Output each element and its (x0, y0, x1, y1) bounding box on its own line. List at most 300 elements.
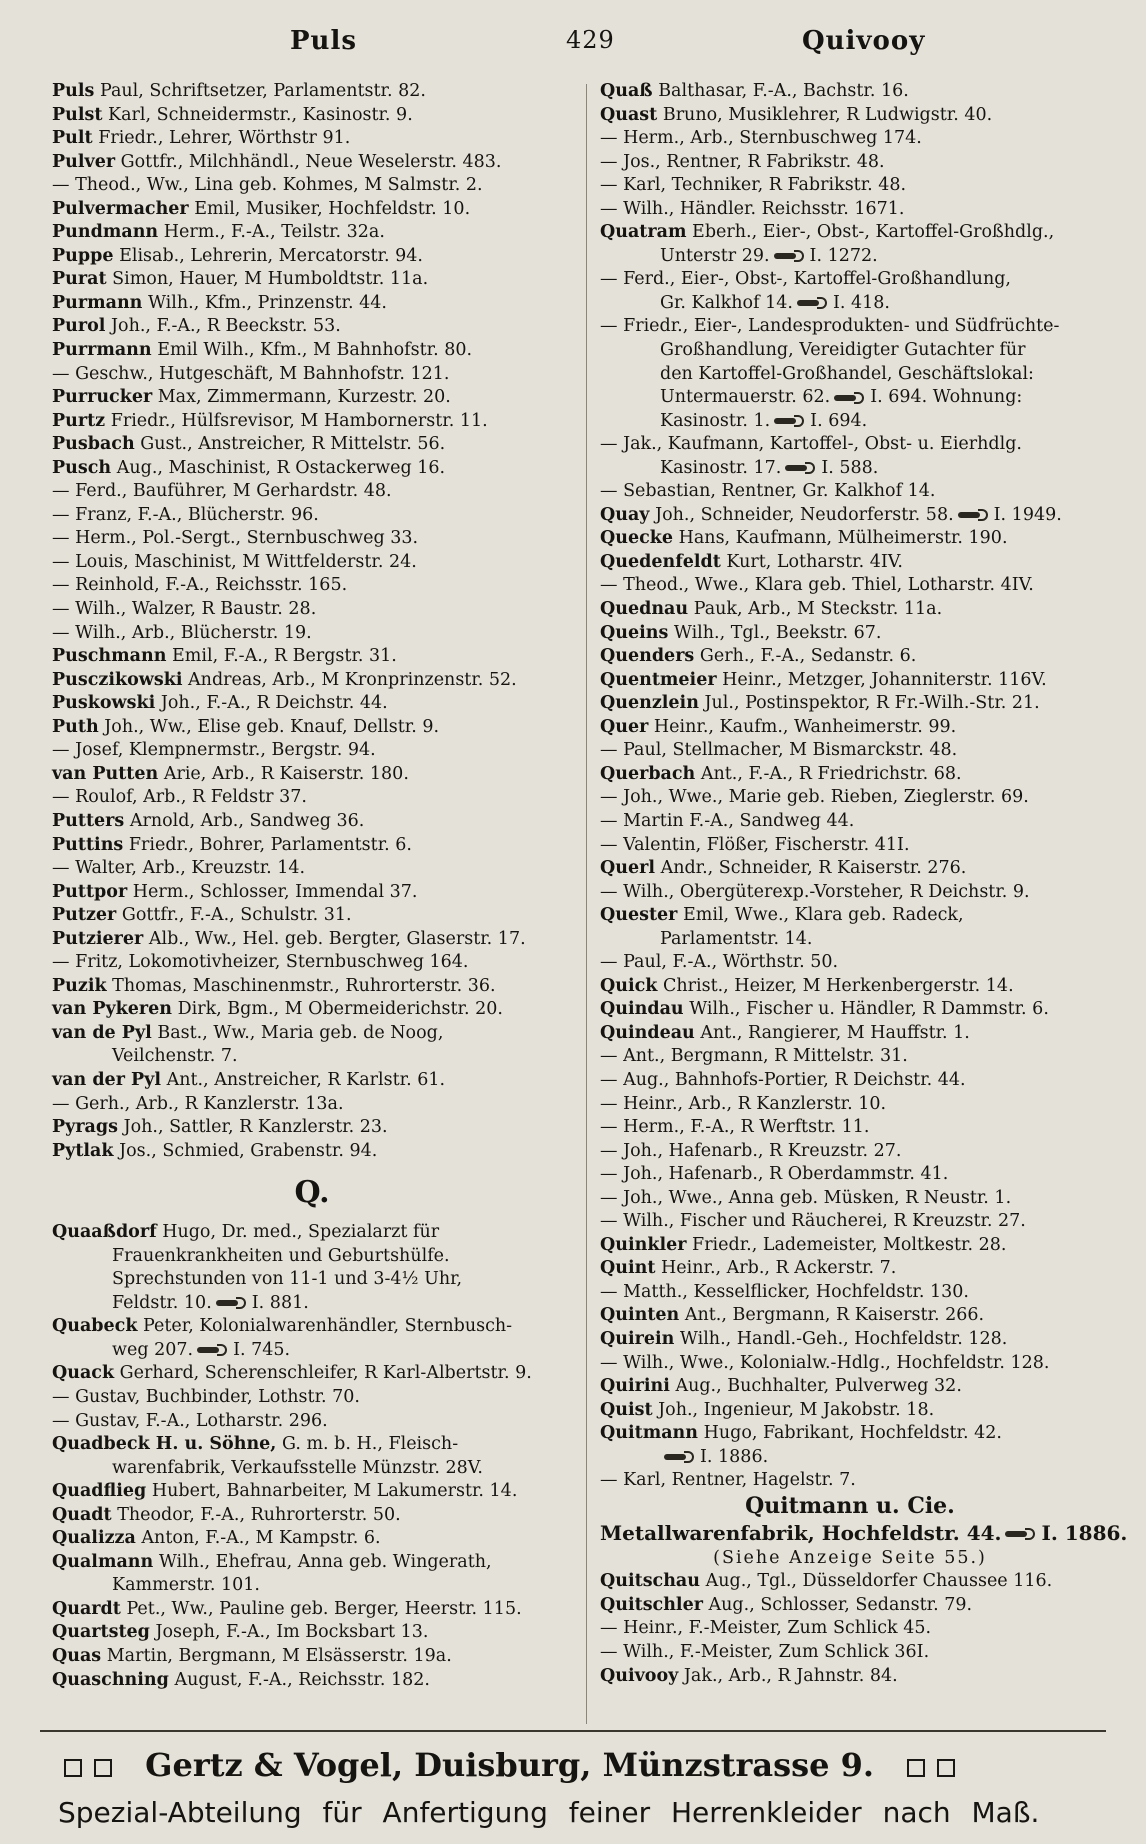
entry-surname: Querl (600, 858, 655, 879)
directory-entry (600, 998, 1100, 1022)
directory-entry (600, 127, 1100, 151)
entry-text: — Reinhold, F.-A., Reichsstr. 165. (52, 575, 348, 596)
entry-surname: Pulst (52, 104, 103, 125)
directory-entry (600, 1093, 1100, 1117)
square-ornament-icon (907, 1759, 925, 1777)
entry-text: Peter, Kolonialwarenhändler, Sternbusch- (143, 1316, 513, 1337)
entry-text: Gr. Kalkhof 14. (660, 292, 793, 313)
entry-text: G. m. b. H., Fleisch- (281, 1434, 459, 1455)
entry-text: — Wilh., Händler. Reichsstr. 1671. (600, 198, 905, 219)
entry-text: Kammerstr. 101. (112, 1575, 260, 1596)
directory-entry (600, 151, 1100, 175)
directory-entry (600, 292, 1100, 316)
directory-entry (600, 1469, 1100, 1493)
entry-surname: Quadt (52, 1504, 112, 1525)
directory-entry (600, 1665, 1100, 1689)
entry-text: — Wilh., Obergüterexp.-Vorsteher, R Deichstr. 9. (600, 881, 1030, 902)
entry-text: Ant., F.-A., R Friedrichstr. 68. (700, 763, 962, 784)
entry-text: Arie, Arb., R Kaiserstr. 180. (163, 763, 409, 784)
directory-entry (600, 268, 1100, 292)
directory-entry (600, 1163, 1100, 1187)
entry-text: Aug., Tgl., Düsseldorfer Chaussee 116. (705, 1571, 1053, 1592)
directory-entry (52, 1574, 572, 1598)
page-number: 429 (566, 26, 615, 54)
directory-entry (600, 1187, 1100, 1211)
entry-surname: Quitmann (600, 1423, 699, 1444)
telephone-icon (197, 1344, 229, 1356)
entry-text: Joh., Sattler, R Kanzlerstr. 23. (123, 1117, 388, 1138)
entry-text: Martin, Bergmann, M Elsässerstr. 19a. (106, 1646, 452, 1666)
entry-text: Sprechstunden von 11-1 und 3-4½ Uhr, (112, 1269, 463, 1290)
entry-text: Friedr., Lehrer, Wörthstr 91. (98, 128, 351, 149)
entry-text: Hugo, Fabrikant, Hochfeldstr. 42. (703, 1423, 1002, 1444)
entry-text: Bruno, Musiklehrer, R Ludwigstr. 40. (662, 104, 993, 125)
directory-entry (600, 1570, 1100, 1594)
directory-entry (52, 669, 572, 693)
directory-entry (52, 810, 572, 834)
entry-surname: Quartsteg (52, 1622, 150, 1643)
directory-entry (52, 1362, 572, 1386)
entry-text: Heinr., Arb., R Ackerstr. 7. (661, 1258, 897, 1279)
directory-entry (600, 80, 1100, 104)
directory-entry (52, 904, 572, 928)
entry-text: — Joh., Wwe., Anna geb. Müsken, R Neustr. 1. (600, 1187, 1012, 1208)
entry-text: Untermauerstr. 62. (660, 387, 831, 408)
entry-surname: Quint (600, 1258, 656, 1279)
entry-text: Friedr., Lademeister, Moltkestr. 28. (692, 1234, 1007, 1255)
entry-text: — Ferd., Bauführer, M Gerhardstr. 48. (52, 481, 392, 502)
entry-text: Max, Zimmermann, Kurzestr. 20. (157, 387, 451, 408)
entry-surname: Pulvermacher (52, 198, 189, 219)
directory-entry (52, 268, 572, 292)
entry-text: — Theod., Wwe., Klara geb. Thiel, Lotharstr. 4IV. (600, 575, 1034, 596)
directory-entry (600, 1328, 1100, 1352)
entry-text: Gust., Anstreicher, R Mittelstr. 56. (140, 434, 446, 455)
phone-number: I. 418. (832, 292, 890, 313)
directory-entry (52, 598, 572, 622)
directory-entry (52, 151, 572, 175)
directory-entry (52, 975, 572, 999)
directory-entry (52, 1621, 572, 1645)
entry-text: — Wilh., Wwe., Kolonialw.-Hdlg., Hochfeldstr. 128. (600, 1352, 1050, 1373)
right-column (600, 80, 1128, 1688)
entry-surname: Putzer (52, 905, 117, 926)
entry-surname: Quecke (600, 528, 674, 549)
directory-entry (600, 1617, 1100, 1641)
directory-entry (52, 1140, 572, 1164)
directory-entry (600, 504, 1100, 528)
section-letter (52, 1169, 572, 1217)
directory-entry (52, 1045, 572, 1069)
entry-text: Elisab., Lehrerin, Mercatorstr. 94. (119, 245, 423, 266)
entry-text: Joh., Ww., Elise geb. Knauf, Dellstr. 9. (104, 716, 440, 737)
entry-text: — Heinr., F.-Meister, Zum Schlick 45. (600, 1618, 932, 1639)
telephone-icon (797, 297, 829, 309)
entry-surname: Quirein (600, 1328, 675, 1349)
directory-entry (600, 1352, 1100, 1376)
entry-surname: Quindeau (600, 1022, 695, 1043)
entry-text: — Franz, F.-A., Blücherstr. 96. (52, 504, 319, 525)
column-divider (586, 84, 587, 1724)
directory-entry (600, 527, 1100, 551)
directory-entry (600, 1210, 1100, 1234)
directory-entry (52, 480, 572, 504)
entry-text: weg 207. (112, 1339, 194, 1360)
entry-text: Emil, Musiker, Hochfeldstr. 10. (194, 198, 471, 219)
footer-advert-title (58, 1746, 1098, 1784)
entry-text: Quitmann u. Cie. (745, 1492, 955, 1519)
entry-text: — Matth., Kesselflicker, Hochfeldstr. 130. (600, 1281, 969, 1302)
telephone-icon (664, 1451, 696, 1463)
entry-surname: Purtz (52, 410, 106, 431)
directory-entry (52, 881, 572, 905)
directory-entry (52, 127, 572, 151)
entry-text: — Walter, Arb., Kreuzstr. 14. (52, 858, 306, 879)
directory-entry (52, 1480, 572, 1504)
directory-entry (52, 1386, 572, 1410)
entry-text: Jak., Arb., R Jahnstr. 84. (683, 1665, 898, 1686)
directory-entry (600, 810, 1100, 834)
entry-text: Karl, Schneidermstr., Kasinostr. 9. (108, 104, 413, 125)
entry-surname: Quas (52, 1646, 102, 1666)
entry-text: Pauk, Arb., M Steckstr. 11a. (693, 599, 943, 620)
entry-surname: Quenzlein (600, 693, 699, 714)
header-left-keyword: Puls (290, 26, 357, 56)
entry-text: — Friedr., Eier-, Landesprodukten- und Südfrüchte- (600, 316, 1060, 337)
directory-entry (52, 622, 572, 646)
square-ornament-icon (94, 1759, 112, 1777)
entry-text: Joseph, F.-A., Im Bocksbart 13. (155, 1622, 429, 1643)
directory-entry (52, 834, 572, 858)
entry-text: Jul., Postinspektor, R Fr.-Wilh.-Str. 21. (704, 693, 1040, 714)
directory-entry (600, 881, 1100, 905)
entry-surname: Pusczikowski (52, 669, 183, 690)
directory-entry (600, 386, 1100, 410)
directory-entry (600, 363, 1100, 387)
directory-entry (600, 1045, 1100, 1069)
entry-surname: van der Pyl (52, 1069, 161, 1090)
entry-text: Q. (294, 1175, 330, 1211)
entry-text: Herm., F.-A., Teilstr. 32a. (163, 222, 385, 243)
directory-entry (52, 410, 572, 434)
directory-entry (600, 598, 1100, 622)
directory-entry (52, 1116, 572, 1140)
directory-entry (52, 1527, 572, 1551)
directory-entry (600, 1140, 1100, 1164)
directory-entry (52, 1669, 572, 1693)
telephone-icon (774, 415, 806, 427)
entry-text: — Gustav, Buchbinder, Lothstr. 70. (52, 1386, 360, 1407)
directory-entry (600, 645, 1100, 669)
entry-text: warenfabrik, Verkaufsstelle Münzstr. 28V. (112, 1457, 483, 1478)
firm-entry (600, 1520, 1128, 1547)
directory-entry (600, 1641, 1100, 1665)
directory-entry (52, 104, 572, 128)
entry-text: Metallwarenfabrik, Hochfeldstr. 44. (600, 1520, 1002, 1545)
entry-text: — Josef, Klempnermstr., Bergstr. 94. (52, 740, 376, 761)
entry-surname: Quardt (52, 1598, 121, 1619)
entry-text: — Wilh., Fischer und Räucherei, R Kreuzstr. 27. (600, 1211, 1026, 1232)
entry-surname: Quitschler (600, 1594, 703, 1615)
directory-entry (52, 386, 572, 410)
entry-surname: Quaß (600, 81, 653, 101)
entry-text: — Roulof, Arb., R Feldstr 37. (52, 787, 307, 808)
directory-entry (52, 339, 572, 363)
entry-text: Emil, F.-A., R Bergstr. 31. (172, 646, 397, 667)
directory-entry (600, 669, 1100, 693)
directory-entry (52, 315, 572, 339)
entry-text: Hans, Kaufmann, Mülheimerstr. 190. (678, 528, 1008, 549)
directory-entry (52, 1245, 572, 1269)
directory-entry (52, 1292, 572, 1316)
entry-surname: Quick (600, 975, 658, 996)
entry-surname: Quentmeier (600, 669, 717, 690)
directory-entry (52, 1022, 572, 1046)
directory-entry (52, 457, 572, 481)
phone-number: I. 1272. (809, 245, 878, 266)
entry-surname: Putzierer (52, 928, 144, 949)
directory-entry (52, 1433, 572, 1457)
entry-surname: Pundmann (52, 222, 159, 243)
directory-entry (600, 410, 1100, 434)
directory-entry (600, 457, 1100, 481)
entry-text: Paul, Schriftsetzer, Parlamentstr. 82. (99, 81, 426, 101)
entry-surname: Quaaßdorf (52, 1222, 157, 1243)
entry-text: Joh., Schneider, Neudorferstr. 58. (655, 504, 954, 525)
directory-entry (600, 1022, 1100, 1046)
entry-text: Joh., Ingenieur, M Jakobstr. 18. (658, 1399, 935, 1420)
footer-advert-firm: Gertz & Vogel, Duisburg, Münzstrasse 9. (145, 1746, 875, 1784)
entry-text: Alb., Ww., Hel. geb. Bergter, Glaserstr. 17. (148, 928, 526, 949)
directory-entry (600, 574, 1100, 598)
entry-surname: Purat (52, 269, 107, 290)
directory-entry (600, 763, 1100, 787)
entry-text: Feldstr. 10. (112, 1292, 212, 1313)
directory-entry (52, 1339, 572, 1363)
entry-text: — Jak., Kaufmann, Kartoffel-, Obst- u. Eierhdlg. (600, 434, 1022, 455)
entry-text: — Karl, Techniker, R Fabrikstr. 48. (600, 175, 907, 196)
entry-text: — Paul, Stellmacher, M Bismarckstr. 48. (600, 740, 958, 761)
entry-surname: Quadflieg (52, 1481, 147, 1502)
entry-text: den Kartoffel-Großhandel, Geschäftslokal: (660, 363, 1034, 384)
entry-text: — Joh., Hafenarb., R Kreuzstr. 27. (600, 1140, 902, 1161)
phone-number: I. 1886. (1041, 1520, 1128, 1545)
telephone-icon (1005, 1528, 1037, 1540)
entry-text: Parlamentstr. 14. (660, 928, 813, 949)
entry-text: Unterstr 29. (660, 245, 770, 266)
entry-surname: Puppe (52, 245, 114, 266)
directory-entry (52, 245, 572, 269)
entry-text: Gottfr., Milchhändl., Neue Weselerstr. 483. (120, 151, 502, 172)
directory-entry (600, 433, 1100, 457)
directory-entry (600, 786, 1100, 810)
directory-entry (600, 975, 1100, 999)
entry-text: Balthasar, F.-A., Bachstr. 16. (658, 81, 909, 101)
entry-surname: Quatram (600, 222, 687, 243)
directory-entry (52, 551, 572, 575)
telephone-icon (958, 509, 990, 521)
entry-text: — Paul, F.-A., Wörthstr. 50. (600, 952, 839, 973)
directory-entry (52, 292, 572, 316)
entry-surname: Purmann (52, 292, 143, 313)
entry-surname: Quirini (600, 1376, 670, 1397)
directory-entry (600, 104, 1100, 128)
directory-entry (52, 786, 572, 810)
directory-entry (52, 221, 572, 245)
directory-entry (52, 198, 572, 222)
phone-number: I. 694. Wohnung: (870, 387, 1023, 408)
directory-entry (600, 739, 1100, 763)
directory-entry (600, 245, 1100, 269)
entry-text: Anton, F.-A., M Kampstr. 6. (141, 1528, 381, 1549)
directory-entry (600, 928, 1100, 952)
entry-surname: Putters (52, 810, 125, 831)
directory-entry (600, 551, 1100, 575)
entry-text: Thomas, Maschinenmstr., Ruhrorterstr. 36. (112, 975, 496, 996)
entry-surname: Quay (600, 504, 650, 525)
entry-text: Friedr., Hülfsrevisor, M Hambornerstr. 11. (110, 410, 488, 431)
entry-text: Joh., F.-A., R Deichstr. 44. (160, 693, 388, 714)
entry-text: Wilh., Kfm., Prinzenstr. 44. (147, 292, 387, 313)
directory-entry (600, 1375, 1100, 1399)
entry-text: Kurt, Lotharstr. 4IV. (726, 551, 903, 572)
directory-entry (52, 692, 572, 716)
directory-entry (52, 998, 572, 1022)
directory-entry (600, 1234, 1100, 1258)
left-column (52, 80, 572, 1692)
directory-entry (600, 1116, 1100, 1140)
entry-text: Jos., Schmied, Grabenstr. 94. (119, 1140, 378, 1161)
entry-surname: Quednau (600, 599, 689, 620)
entry-text: — Joh., Hafenarb., R Oberdammstr. 41. (600, 1164, 949, 1185)
directory-entry (52, 645, 572, 669)
entry-surname: van Putten (52, 763, 159, 784)
entry-text: Gerh., F.-A., Sedanstr. 6. (699, 646, 917, 667)
directory-entry (600, 1399, 1100, 1423)
entry-text: Wilh., Tgl., Beekstr. 67. (673, 622, 882, 643)
entry-text: — Herm., Arb., Sternbuschweg 174. (600, 128, 922, 149)
directory-entry (52, 433, 572, 457)
entry-text: Ant., Rangierer, M Hauffstr. 1. (700, 1022, 970, 1043)
entry-surname: van de Pyl (52, 1022, 152, 1043)
telephone-icon (834, 392, 866, 404)
entry-surname: Puzik (52, 975, 107, 996)
directory-entry (600, 339, 1100, 363)
entry-text: Hugo, Dr. med., Spezialarzt für (162, 1222, 440, 1243)
entry-text: Heinr., Kaufm., Wanheimerstr. 99. (653, 716, 957, 737)
directory-entry (52, 574, 572, 598)
entry-surname: Qualizza (52, 1528, 136, 1549)
entry-surname: Quist (600, 1399, 653, 1420)
entry-text: Herm., Schlosser, Immendal 37. (132, 881, 418, 902)
entry-surname: Puls (52, 81, 95, 101)
entry-text: — Wilh., F.-Meister, Zum Schlick 36I. (600, 1642, 930, 1662)
entry-surname: Pult (52, 128, 93, 149)
entry-surname: Quitschau (600, 1571, 700, 1592)
entry-surname: Puttins (52, 834, 124, 855)
phone-number: I. 588. (821, 457, 879, 478)
entry-text: — Ferd., Eier-, Obst-, Kartoffel-Großhandlung, (600, 269, 1011, 290)
entry-surname: Pytlak (52, 1140, 114, 1161)
entry-surname: Quinkler (600, 1234, 687, 1255)
directory-entry (600, 1422, 1100, 1446)
entry-text: Frauenkrankheiten und Geburtshülfe. (112, 1245, 450, 1266)
entry-text: Gottfr., F.-A., Schulstr. 31. (121, 905, 352, 926)
entry-text: Eberh., Eier-, Obst-, Kartoffel-Großhdlg., (692, 222, 1055, 243)
directory-entry (600, 622, 1100, 646)
directory-entry (52, 1268, 572, 1292)
entry-text: Ant., Bergmann, R Kaiserstr. 266. (684, 1305, 985, 1326)
directory-entry (52, 1221, 572, 1245)
entry-surname: Pulver (52, 151, 116, 172)
entry-text: — Herm., F.-A., R Werftstr. 11. (600, 1117, 870, 1138)
entry-surname: Puskowski (52, 693, 156, 714)
entry-surname: Quivooy (600, 1665, 679, 1686)
entry-surname: Pusbach (52, 434, 135, 455)
directory-entry (52, 1645, 572, 1669)
directory-entry (52, 174, 572, 198)
directory-entry (52, 1598, 572, 1622)
directory-entry (600, 1069, 1100, 1093)
footer-advert-subtitle: Spezial-Abteilung für Anfertigung feiner Herrenkleider nach Maß. (58, 1796, 1040, 1829)
entry-surname: Queins (600, 622, 669, 643)
directory-entry (600, 1257, 1100, 1281)
entry-text: Emil, Wwe., Klara geb. Radeck, (682, 905, 964, 926)
entry-text: August, F.-A., Reichsstr. 182. (174, 1669, 430, 1690)
directory-entry (600, 1594, 1100, 1618)
entry-surname: Puth (52, 716, 99, 737)
entry-text: Wilh., Ehefrau, Anna geb. Wingerath, (158, 1551, 492, 1572)
entry-text: Kasinostr. 1. (660, 410, 771, 431)
entry-surname: Quast (600, 104, 658, 125)
directory-entry (52, 1457, 572, 1481)
directory-entry (600, 834, 1100, 858)
entry-text: — Wilh., Arb., Blücherstr. 19. (52, 622, 312, 643)
entry-text: Christ., Heizer, M Herkenbergerstr. 14. (662, 975, 1014, 996)
entry-text: Arnold, Arb., Sandweg 36. (129, 810, 365, 831)
directory-entry (52, 1069, 572, 1093)
directory-entry (52, 857, 572, 881)
directory-entry (52, 951, 572, 975)
directory-entry (600, 857, 1100, 881)
entry-text: Theodor, F.-A., Ruhrorterstr. 50. (117, 1504, 401, 1525)
phone-number: I. 694. (810, 410, 868, 431)
directory-entry (600, 904, 1100, 928)
phone-number: I. 1949. (993, 504, 1062, 525)
entry-text: Hubert, Bahnarbeiter, M Lakumerstr. 14. (151, 1481, 518, 1502)
entry-surname: Pyrags (52, 1117, 118, 1138)
entry-surname: van Pykeren (52, 999, 172, 1020)
entry-text: Bast., Ww., Maria geb. de Noog, (157, 1022, 444, 1043)
firm-heading (600, 1493, 1100, 1520)
entry-text: Großhandlung, Vereidigter Gutachter für (660, 340, 1026, 361)
entry-surname: Pusch (52, 457, 112, 478)
entry-text: — Geschw., Hutgeschäft, M Bahnhofstr. 121. (52, 363, 450, 384)
header-right-keyword: Quivooy (802, 26, 926, 56)
entry-surname: Quadbeck H. u. Söhne, (52, 1434, 277, 1455)
entry-surname: Quindau (600, 999, 684, 1020)
entry-text: Ant., Anstreicher, R Karlstr. 61. (166, 1069, 446, 1090)
entry-text: Dirk, Bgm., M Obermeiderichstr. 20. (177, 999, 503, 1020)
directory-entry (600, 1281, 1100, 1305)
entry-surname: Qualmann (52, 1551, 154, 1572)
directory-entry (52, 1093, 572, 1117)
entry-text: — Valentin, Flößer, Fischerstr. 41I. (600, 834, 910, 855)
entry-surname: Purol (52, 316, 106, 337)
entry-text: Aug., Buchhalter, Pulverweg 32. (675, 1376, 962, 1397)
entry-text: — Martin F.-A., Sandweg 44. (600, 810, 855, 831)
entry-surname: Quenders (600, 646, 695, 667)
